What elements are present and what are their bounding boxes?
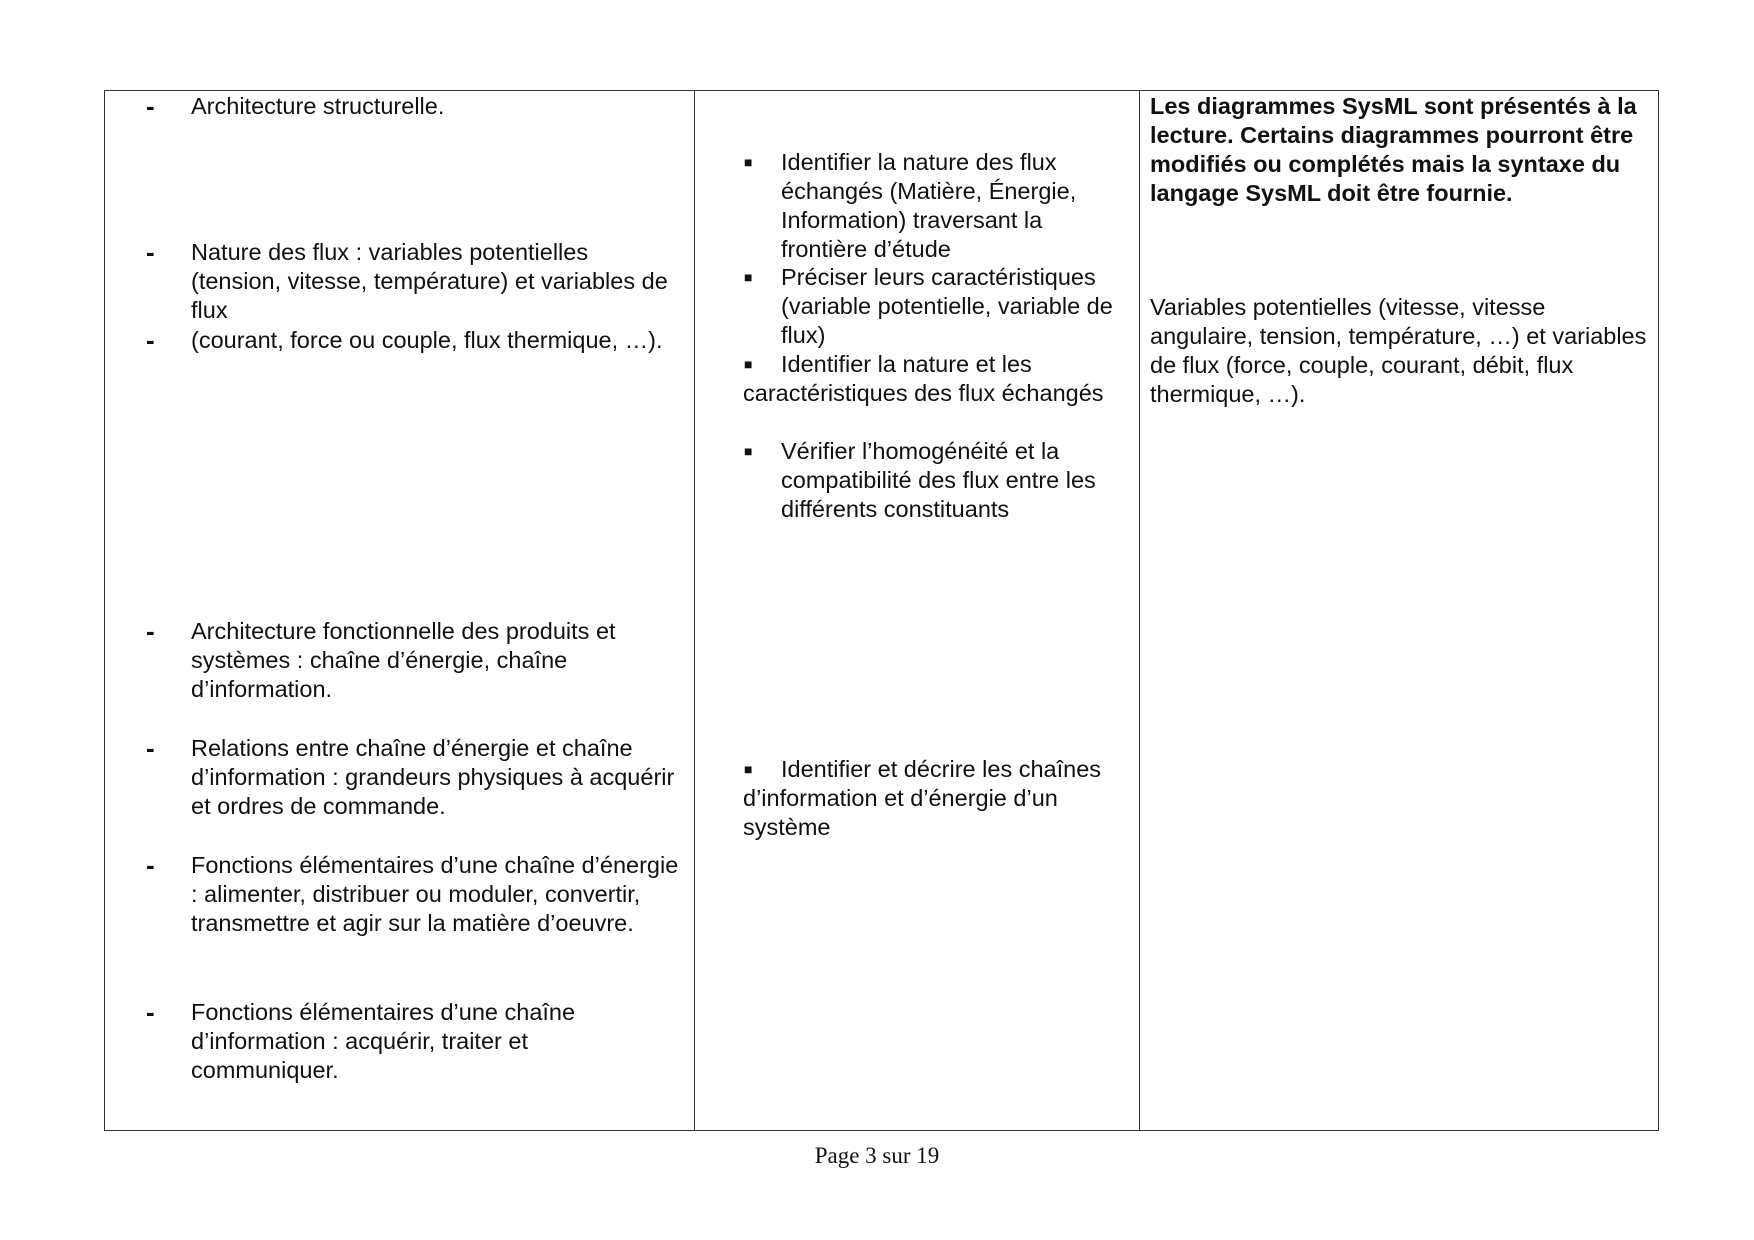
skill-item: Identifier la nature des flux échangés (Matière, Énergie, Information) traversant la frontière d’étude [781, 149, 1077, 262]
variables-note: Variables potentielles (vitesse, vitesse angulaire, tension, température, …) et variables de flux (force, couple, courant, débit, flux thermique, …). [1150, 294, 1647, 407]
skill-item: Préciser leurs caractéristiques (variable potentielle, variable de flux) [781, 264, 1113, 348]
page-number: Page 3 sur 19 [814, 1143, 940, 1168]
knowledge-item: Fonctions élémentaires d’une chaîne d’énergie : alimenter, distribuer ou moduler, convertir, transmettre et agir sur la matière d’oeuvre. [191, 852, 679, 936]
skill-item: Vérifier l’homogénéité et la compatibilité des flux entre les différents constituants [781, 438, 1096, 522]
dash-bullet-icon: - [146, 733, 155, 763]
skill-item: Identifier et décrire les chaînes d’information et d’énergie d’un système [743, 756, 1102, 840]
dash-bullet-icon: - [146, 850, 155, 880]
knowledge-item: Relations entre chaîne d’énergie et chaîne d’information : grandeurs physiques à acquérir et ordres de commande. [191, 735, 675, 819]
square-bullet-icon: ■ [744, 269, 753, 285]
skill-item: Identifier la nature et les caractéristiques des flux échangés [743, 351, 1104, 406]
square-bullet-icon: ■ [744, 154, 753, 170]
knowledge-item: Nature des flux : variables potentielles (tension, vitesse, température) et variables de flux [191, 239, 668, 323]
knowledge-item: Fonctions élémentaires d’une chaîne d’information : acquérir, traiter et communiquer. [191, 999, 576, 1083]
square-bullet-icon: ■ [744, 443, 753, 459]
column-divider [1139, 90, 1140, 1131]
dash-bullet-icon: - [146, 237, 155, 267]
dash-bullet-icon: - [146, 91, 155, 121]
dash-bullet-icon: - [146, 325, 155, 355]
knowledge-item: Architecture structurelle. [191, 93, 445, 119]
knowledge-item: Architecture fonctionnelle des produits et systèmes : chaîne d’énergie, chaîne d’information. [191, 618, 616, 702]
dash-bullet-icon: - [146, 997, 155, 1027]
square-bullet-icon: ■ [744, 356, 753, 372]
sysml-note: Les diagrammes SysML sont présentés à la lecture. Certains diagrammes pourront être modifiés ou complétés mais la syntaxe du langage SysML doit être fournie. [1150, 93, 1637, 206]
dash-bullet-icon: - [146, 616, 155, 646]
square-bullet-icon: ■ [744, 761, 753, 777]
knowledge-item: (courant, force ou couple, flux thermique, …). [191, 327, 663, 353]
column-divider [694, 90, 695, 1131]
